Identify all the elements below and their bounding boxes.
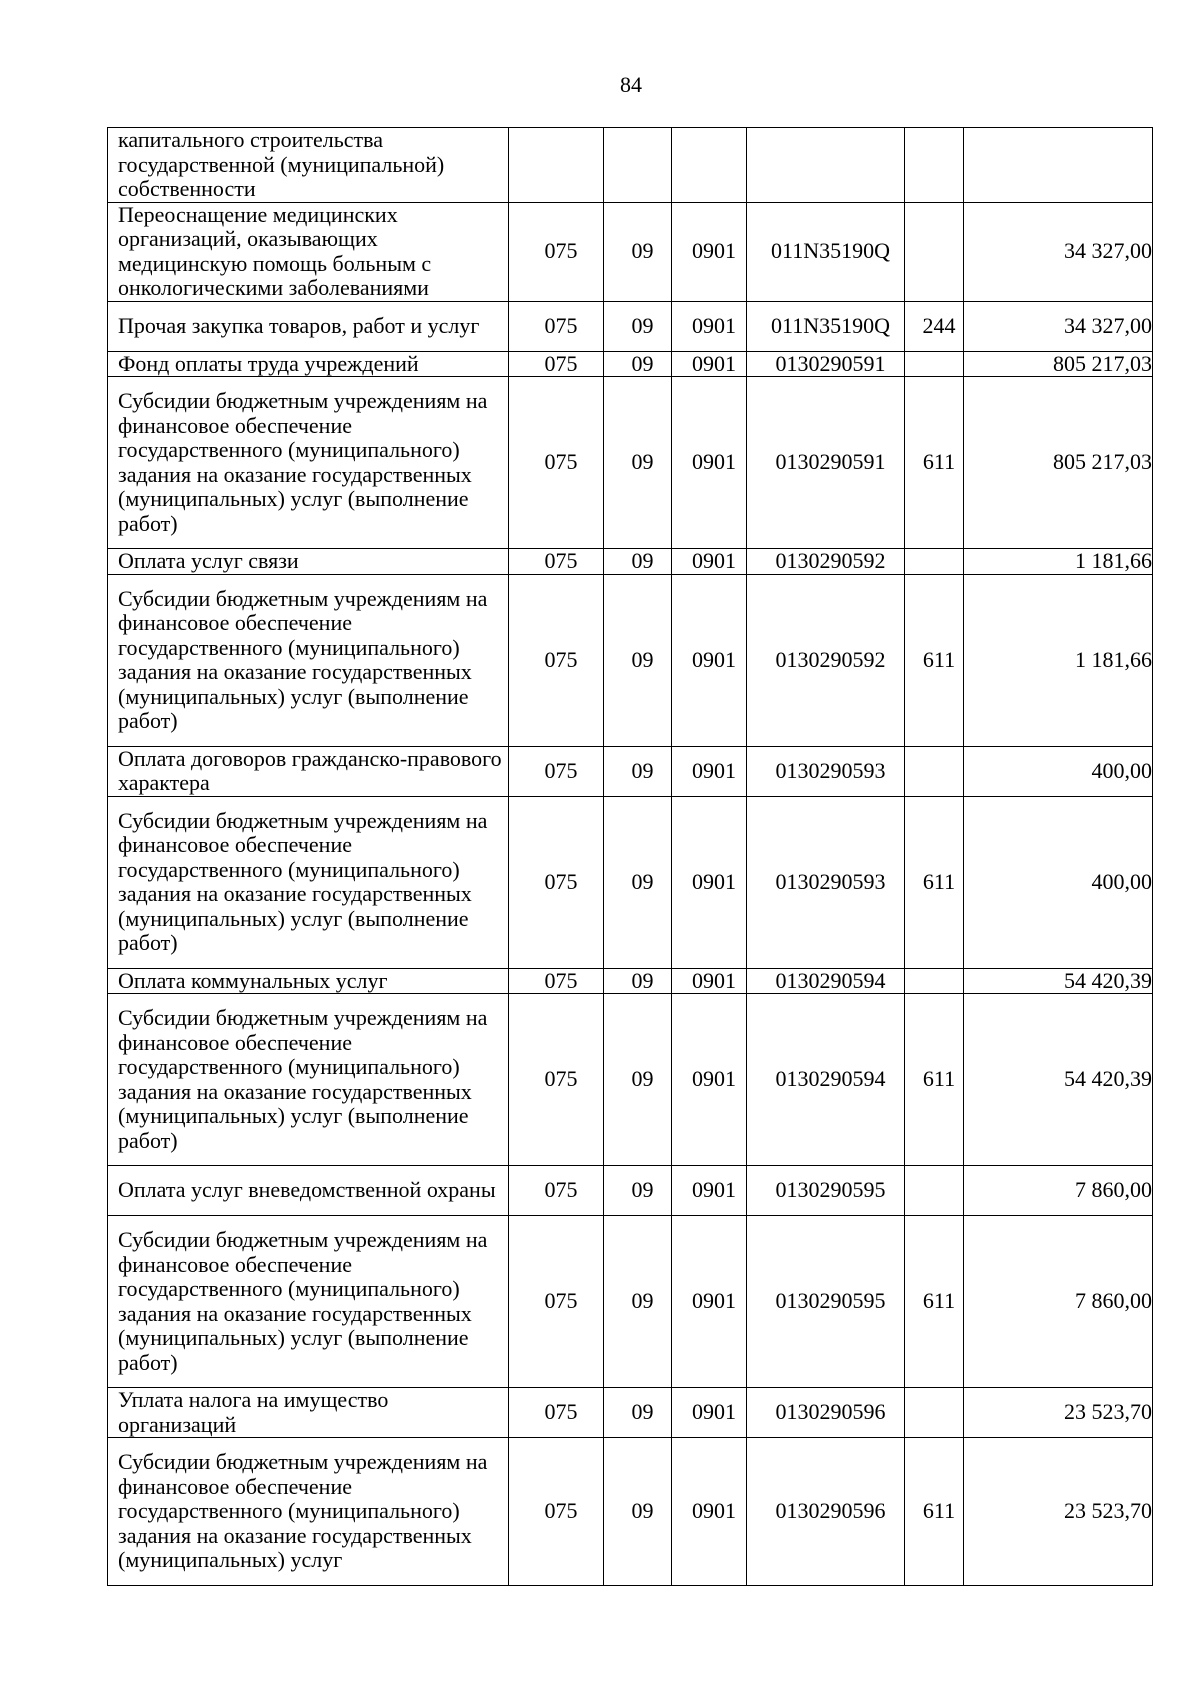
- cell-sum: 34 327,00: [964, 202, 1153, 301]
- name-line: государственной (муниципальной): [118, 151, 445, 177]
- table-row: [108, 549, 1153, 575]
- table-row: [108, 351, 1153, 377]
- cell-sum: 23 523,70: [964, 1388, 1153, 1438]
- cell-rz: 09: [604, 1388, 672, 1438]
- cell-csr: 0130290591: [747, 377, 905, 549]
- row-name: Прочая закупка товаров, работ и услуг: [108, 301, 509, 351]
- table-row: [108, 1166, 1153, 1216]
- row-name: Уплата налога на имущество организаций: [108, 1388, 509, 1438]
- cell-sum: 805 217,03: [964, 351, 1153, 377]
- row-name: Оплата услуг вневедомственной охраны: [108, 1166, 509, 1216]
- cell-rz: 09: [604, 968, 672, 994]
- cell-vr: 611: [905, 994, 964, 1166]
- cell-rz: 09: [604, 1216, 672, 1388]
- cell-rz: 09: [604, 574, 672, 746]
- cell-csr: 0130290594: [747, 994, 905, 1166]
- cell-pr: 0901: [672, 351, 747, 377]
- cell-csr: 0130290593: [747, 796, 905, 968]
- row-name: Субсидии бюджетным учреждениям на финансовое обеспечение государственного (муниципального) задания на оказание государственных (муниципальных) услуг (выполнение работ): [108, 796, 509, 968]
- cell-gr: 075: [509, 968, 604, 994]
- cell-csr: 011N35190Q: [747, 202, 905, 301]
- cell-pr: 0901: [672, 994, 747, 1166]
- cell-vr: [905, 968, 964, 994]
- cell-pr: 0901: [672, 574, 747, 746]
- table-row: [108, 746, 1153, 796]
- cell-csr: 0130290592: [747, 574, 905, 746]
- cell-csr: 0130290596: [747, 1388, 905, 1438]
- cell-vr: 611: [905, 377, 964, 549]
- cell-sum: 1 181,66: [964, 549, 1153, 575]
- table-row: [108, 202, 1153, 301]
- cell-sum: 1 181,66: [964, 574, 1153, 746]
- table-row: [108, 377, 1153, 549]
- row-name: Субсидии бюджетным учреждениям на финансовое обеспечение государственного (муниципального) задания на оказание государственных (муниципальных) услуг (выполнение работ): [108, 377, 509, 549]
- cell-rz: [604, 128, 672, 203]
- cell-vr: [905, 1166, 964, 1216]
- cell-sum: 400,00: [964, 796, 1153, 968]
- cell-csr: 0130290591: [747, 351, 905, 377]
- cell-vr: [905, 746, 964, 796]
- cell-gr: [509, 128, 604, 203]
- row-name: Субсидии бюджетным учреждениям на финансовое обеспечение государственного (муниципального) задания на оказание государственных (муниципальных) услуг: [108, 1438, 509, 1586]
- cell-gr: 075: [509, 574, 604, 746]
- cell-csr: 0130290595: [747, 1216, 905, 1388]
- cell-vr: 244: [905, 301, 964, 351]
- cell-sum: [964, 128, 1153, 203]
- cell-rz: 09: [604, 549, 672, 575]
- cell-gr: 075: [509, 1388, 604, 1438]
- table-row: [108, 574, 1153, 746]
- cell-pr: 0901: [672, 796, 747, 968]
- table-row: [108, 968, 1153, 994]
- cell-pr: 0901: [672, 746, 747, 796]
- cell-pr: 0901: [672, 1216, 747, 1388]
- cell-gr: 075: [509, 746, 604, 796]
- budget-table: [107, 127, 1153, 1586]
- cell-gr: 075: [509, 796, 604, 968]
- cell-sum: 34 327,00: [964, 301, 1153, 351]
- cell-vr: 611: [905, 796, 964, 968]
- cell-csr: 011N35190Q: [747, 301, 905, 351]
- cell-gr: 075: [509, 549, 604, 575]
- cell-pr: 0901: [672, 1388, 747, 1438]
- cell-rz: 09: [604, 1438, 672, 1586]
- cell-pr: [672, 128, 747, 203]
- table-row: [108, 1216, 1153, 1388]
- cell-pr: 0901: [672, 301, 747, 351]
- table-row: [108, 301, 1153, 351]
- cell-gr: 075: [509, 994, 604, 1166]
- cell-pr: 0901: [672, 1166, 747, 1216]
- row-name: Субсидии бюджетным учреждениям на финансовое обеспечение государственного (муниципального) задания на оказание государственных (муниципальных) услуг (выполнение работ): [108, 574, 509, 746]
- row-name: [108, 128, 509, 203]
- cell-csr: 0130290595: [747, 1166, 905, 1216]
- cell-rz: 09: [604, 301, 672, 351]
- cell-rz: 09: [604, 377, 672, 549]
- row-name: Оплата услуг связи: [108, 549, 509, 575]
- cell-csr: [747, 128, 905, 203]
- cell-sum: 805 217,03: [964, 377, 1153, 549]
- cell-gr: 075: [509, 1166, 604, 1216]
- table-row: [108, 1438, 1153, 1586]
- cell-vr: [905, 202, 964, 301]
- cell-csr: 0130290594: [747, 968, 905, 994]
- cell-rz: 09: [604, 746, 672, 796]
- cell-gr: 075: [509, 301, 604, 351]
- cell-vr: 611: [905, 1216, 964, 1388]
- cell-vr: [905, 549, 964, 575]
- row-name: Переоснащение медицинских организаций, оказывающих медицинскую помощь больным с онкологическими заболеваниями: [108, 202, 509, 301]
- cell-pr: 0901: [672, 549, 747, 575]
- cell-csr: 0130290596: [747, 1438, 905, 1586]
- cell-csr: 0130290593: [747, 746, 905, 796]
- table-row: [108, 796, 1153, 968]
- cell-pr: 0901: [672, 377, 747, 549]
- cell-gr: 075: [509, 1438, 604, 1586]
- cell-rz: 09: [604, 994, 672, 1166]
- cell-gr: 075: [509, 1216, 604, 1388]
- table-row: [108, 994, 1153, 1166]
- row-name: Субсидии бюджетным учреждениям на финансовое обеспечение государственного (муниципального) задания на оказание государственных (муниципальных) услуг (выполнение работ): [108, 1216, 509, 1388]
- cell-sum: 23 523,70: [964, 1438, 1153, 1586]
- cell-sum: 400,00: [964, 746, 1153, 796]
- cell-rz: 09: [604, 202, 672, 301]
- cell-sum: 54 420,39: [964, 968, 1153, 994]
- row-name: Оплата коммунальных услуг: [108, 968, 509, 994]
- cell-sum: 7 860,00: [964, 1216, 1153, 1388]
- cell-sum: 54 420,39: [964, 994, 1153, 1166]
- cell-gr: 075: [509, 351, 604, 377]
- cell-rz: 09: [604, 796, 672, 968]
- cell-rz: 09: [604, 351, 672, 377]
- cell-csr: 0130290592: [747, 549, 905, 575]
- row-name: Субсидии бюджетным учреждениям на финансовое обеспечение государственного (муниципального) задания на оказание государственных (муниципальных) услуг (выполнение работ): [108, 994, 509, 1166]
- cell-vr: 611: [905, 1438, 964, 1586]
- table-row: [108, 128, 1153, 203]
- cell-gr: 075: [509, 377, 604, 549]
- cell-sum: 7 860,00: [964, 1166, 1153, 1216]
- page-number: 84: [620, 72, 642, 97]
- cell-pr: 0901: [672, 1438, 747, 1586]
- cell-vr: [905, 128, 964, 203]
- cell-vr: 611: [905, 574, 964, 746]
- row-name: Фонд оплаты труда учреждений: [108, 351, 509, 377]
- cell-rz: 09: [604, 1166, 672, 1216]
- name-line: собственности: [118, 176, 256, 201]
- cell-gr: 075: [509, 202, 604, 301]
- name-line: капитального строительства: [118, 127, 384, 152]
- table-row: [108, 1388, 1153, 1438]
- cell-pr: 0901: [672, 202, 747, 301]
- cell-pr: 0901: [672, 968, 747, 994]
- cell-vr: [905, 351, 964, 377]
- row-name: Оплата договоров гражданско-правового характера: [108, 746, 509, 796]
- cell-vr: [905, 1388, 964, 1438]
